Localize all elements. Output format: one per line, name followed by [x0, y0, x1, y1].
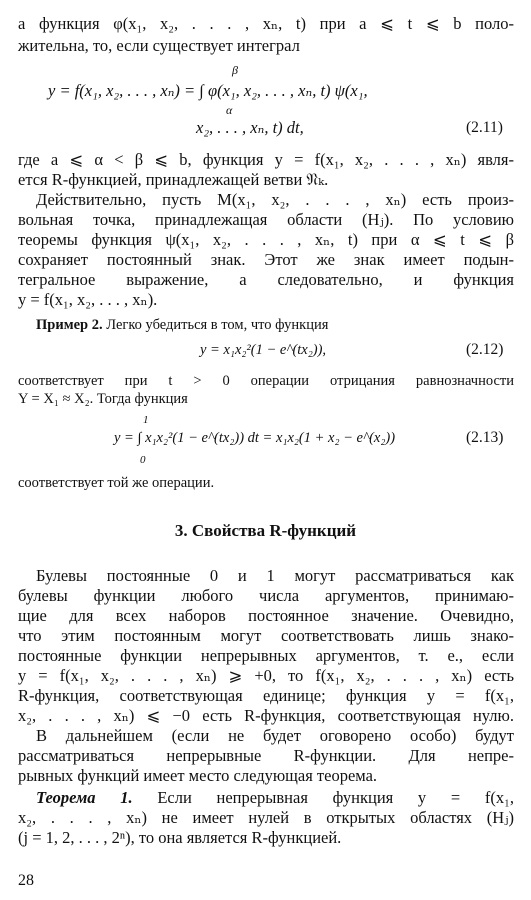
text-line: R-функция, соответствующая единице; функция y = f(x₁,: [18, 686, 514, 705]
example-intro: [36, 316, 514, 334]
text-line: x₂, . . . , xₙ) ⩽ −0 есть R-функция, соответствующая нулю.: [18, 706, 514, 725]
integral-upper-limit: β: [232, 63, 238, 77]
text-line: вольная точка, принадлежащая области (Hⱼ). По условию: [18, 210, 514, 229]
formula-2-13: y = ∫ x₁x₂²(1 − e^(tx₂)) dt = x₁x₂(1 + x₂ − e^(x₂)): [114, 430, 396, 446]
page-number: 28: [18, 872, 34, 889]
text-line: рассматриваться непрерывные R-функции. Для непре-: [18, 746, 514, 765]
formula-2-12: y = x₁x₂²(1 − e^(tx₂)),: [200, 342, 327, 358]
text-line: ется R-функцией, принадлежащей ветви 𝔑ₖ.: [18, 170, 329, 189]
text-line: Y = X₁ ≈ X₂. Тогда функция: [18, 391, 188, 407]
text-line: y = f(x₁, x₂, . . . , xₙ).: [18, 290, 158, 309]
equation-number: (2.13): [466, 429, 504, 446]
text-line: теоремы функция ψ(x₁, x₂, . . . , xₙ, t) при α ⩽ t ⩽ β: [18, 230, 514, 249]
text-line: щие для всех наборов постоянное значение. Очевидно,: [18, 606, 514, 625]
text-line: соответствует той же операции.: [18, 475, 215, 491]
text-line: В дальнейшем (если не будет оговорено особо) будут: [36, 726, 514, 745]
text-line: где a ⩽ α < β ⩽ b, функция y = f(x₁, x₂, . . . , xₙ) явля-: [18, 150, 514, 169]
text-line: булевы функции любого числа аргументов, принимаю-: [18, 586, 514, 605]
text-line: тегральное выражение, а следовательно, и функция: [18, 270, 514, 289]
integral-upper-limit: 1: [143, 414, 149, 426]
formula-line: x₂, . . . , xₙ, t) dt,: [196, 118, 304, 137]
text-line: (j = 1, 2, . . . , 2ⁿ), то она является R-функцией.: [18, 828, 342, 847]
text-line: рывных функций имеет место следующая теорема.: [18, 766, 378, 785]
text-line: Булевы постоянные 0 и 1 могут рассматриваться как: [36, 566, 514, 585]
text-line: сохраняет постоянный знак. Этот же знак имеет подын-: [18, 250, 514, 269]
equation-number: (2.11): [466, 119, 503, 136]
text-line: y = f(x₁, x₂, . . . , xₙ) ⩾ +0, то f(x₁, x₂, . . . , xₙ) есть: [18, 666, 514, 685]
theorem-line: [36, 788, 514, 808]
formula-line: y = f(x₁, x₂, . . . , xₙ) = ∫ φ(x₁, x₂, . . . , xₙ, t) ψ(x₁,: [48, 81, 368, 100]
integral-lower-limit: α: [226, 103, 233, 117]
text-line: постоянные функции непрерывных аргументов, т. е., если: [18, 646, 514, 665]
text-line: соответствует при t > 0 операции отрицания равнозначности: [18, 373, 514, 389]
text-line: Действительно, пусть M(x₁, x₂, . . . , xₙ) есть произ-: [36, 190, 514, 209]
theorem-label: Теорема 1.: [36, 788, 133, 807]
text-line: а функция φ(x₁, x₂, . . . , xₙ, t) при a ⩽ t ⩽ b поло-: [18, 14, 514, 33]
theorem-text: Если непрерывная функция y = f(x₁,: [157, 788, 514, 807]
text-line: жительна, то, если существует интеграл: [18, 36, 300, 55]
text-line: что этим постоянным могут соответствовать лишь знако-: [18, 626, 514, 645]
integral-lower-limit: 0: [140, 454, 146, 466]
example-label: Пример 2.: [36, 317, 103, 333]
equation-number: (2.12): [466, 341, 504, 358]
example-text: Легко убедиться в том, что функция: [106, 317, 329, 333]
text-line: x₂, . . . , xₙ) не имеет нулей в открытых областях (Hⱼ): [18, 808, 514, 827]
section-heading: 3. Свойства R-функций: [174, 521, 357, 540]
